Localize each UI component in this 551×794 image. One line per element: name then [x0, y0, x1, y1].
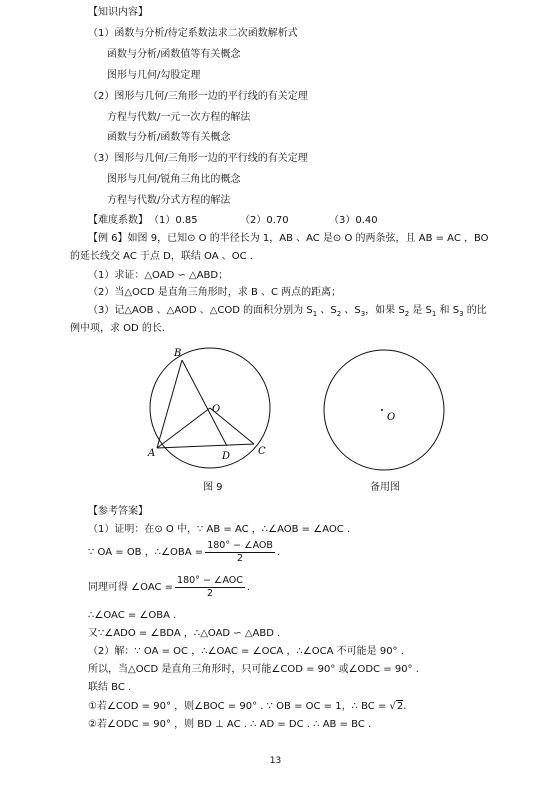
page-number: 13 [269, 756, 282, 766]
label-d: D [222, 451, 231, 462]
answer-heading: 【参考答案】 [88, 506, 148, 517]
knowledge-line-4: （2）图形与几何/三角形一边的平行线的有关定理 [88, 91, 308, 102]
knowledge-line-9: 方程与代数/分式方程的解法 [107, 195, 231, 206]
difficulty-value-2: （2）0.70 [240, 215, 289, 226]
label-a: A [148, 448, 156, 459]
problem-question-1: （1）求证：△OAD ∽ △ABD； [88, 270, 229, 281]
answer-line-4: ∴∠OAC = ∠OBA . [88, 610, 177, 621]
answer-line-5: 又∵∠ADO = ∠BDA ，∴△OAD ∽ △ABD . [88, 628, 281, 639]
label-o: O [212, 404, 221, 415]
difficulty-value-1: （1）0.85 [149, 215, 198, 226]
figure-9-caption: 图 9 [203, 482, 223, 493]
label-b: B [174, 348, 182, 359]
figure-9 [140, 340, 280, 475]
spare-figure-caption: 备用图 [370, 482, 400, 493]
answer-line-1: （1）证明：在⊙ O 中，∵ AB = AC ，∴∠AOB = ∠AOC . [88, 524, 351, 535]
knowledge-line-2: 函数与分析/函数值等有关概念 [107, 49, 241, 60]
difficulty-value-3: （3）0.40 [329, 215, 378, 226]
fraction-oac: $\frac{\text{180° − ∠AOC}}{2}$ [177, 574, 243, 599]
answer-line-8: 联结 BC . [88, 682, 132, 693]
knowledge-line-3: 图形与几何/勾股定理 [107, 70, 201, 81]
knowledge-line-1: （1）函数与分析/待定系数法求二次函数解析式 [88, 28, 298, 39]
knowledge-line-8: 图形与几何/锐角三角比的概念 [107, 174, 241, 185]
spare-label-o: O [387, 412, 396, 423]
knowledge-line-7: （3）图形与几何/三角形一边的平行线的有关定理 [88, 153, 308, 164]
answer-line-7: 所以，当△OCD 是直角三角形时，只可能∠COD = 90° 或∠ODC = 90° . [88, 664, 419, 675]
spare-figure [322, 348, 446, 472]
answer-line-2: ∵ OA = OB ，∴∠OBA = $\frac{\text{180° − ∠AOB}}{2}$ . [88, 539, 281, 564]
problem-line-1: 【例 6】如图 9，已知⊙ O 的半径长为 1，AB 、AC 是⊙ O 的两条弦，且 AB = AC ，BO [88, 233, 489, 244]
answer-line-9: ①若∠COD = 90° ，则∠BOC = 90° . ∵ OB = OC = 1，∴ BC = √2. [88, 701, 407, 712]
problem-question-2: （2）当△OCD 是直角三角形时，求 B 、C 两点的距离； [88, 287, 342, 298]
segment-ac [157, 444, 254, 448]
knowledge-line-6: 函数与分析/函数等有关概念 [107, 132, 231, 143]
problem-line-2: 的延长线交 AC 于点 D，联结 OA 、OC . [70, 251, 253, 262]
sqrt-2: 2 [396, 701, 404, 712]
knowledge-line-5: 方程与代数/一元一次方程的解法 [107, 112, 251, 123]
difficulty-label: 【难度系数】 [88, 215, 148, 226]
segment-bd [182, 360, 227, 446]
segment-oa [157, 408, 210, 448]
fraction-obA: $\frac{\text{180° − ∠AOB}}{2}$ [207, 539, 273, 564]
spare-circle [324, 350, 444, 470]
problem-line-4: 例中项，求 OD 的长. [70, 323, 166, 334]
spare-center-point [381, 409, 383, 411]
knowledge-heading: 【知识内容】 [88, 7, 148, 18]
problem-question-3: （3）记△AOB 、△AOD 、△COD 的面积分别为 $S_1$ 、$S_2$ 、$S_3$，如果 $S_2$ 是 $S_1$ 和 $S_3$ 的比 [88, 305, 487, 318]
answer-line-10: ②若∠ODC = 90° ，则 BD ⊥ AC . ∴ AD = DC . ∴ AB = BC . [88, 719, 372, 730]
label-c: C [258, 446, 266, 457]
answer-line-3: 同理可得 ∠OAC = $\frac{\text{180° − ∠AOC}}{2}$ . [88, 574, 251, 599]
answer-line-6: （2）解：∵ OA = OC ，∴∠OAC = ∠OCA ，∴∠OCA 不可能是 90° . [88, 646, 404, 657]
